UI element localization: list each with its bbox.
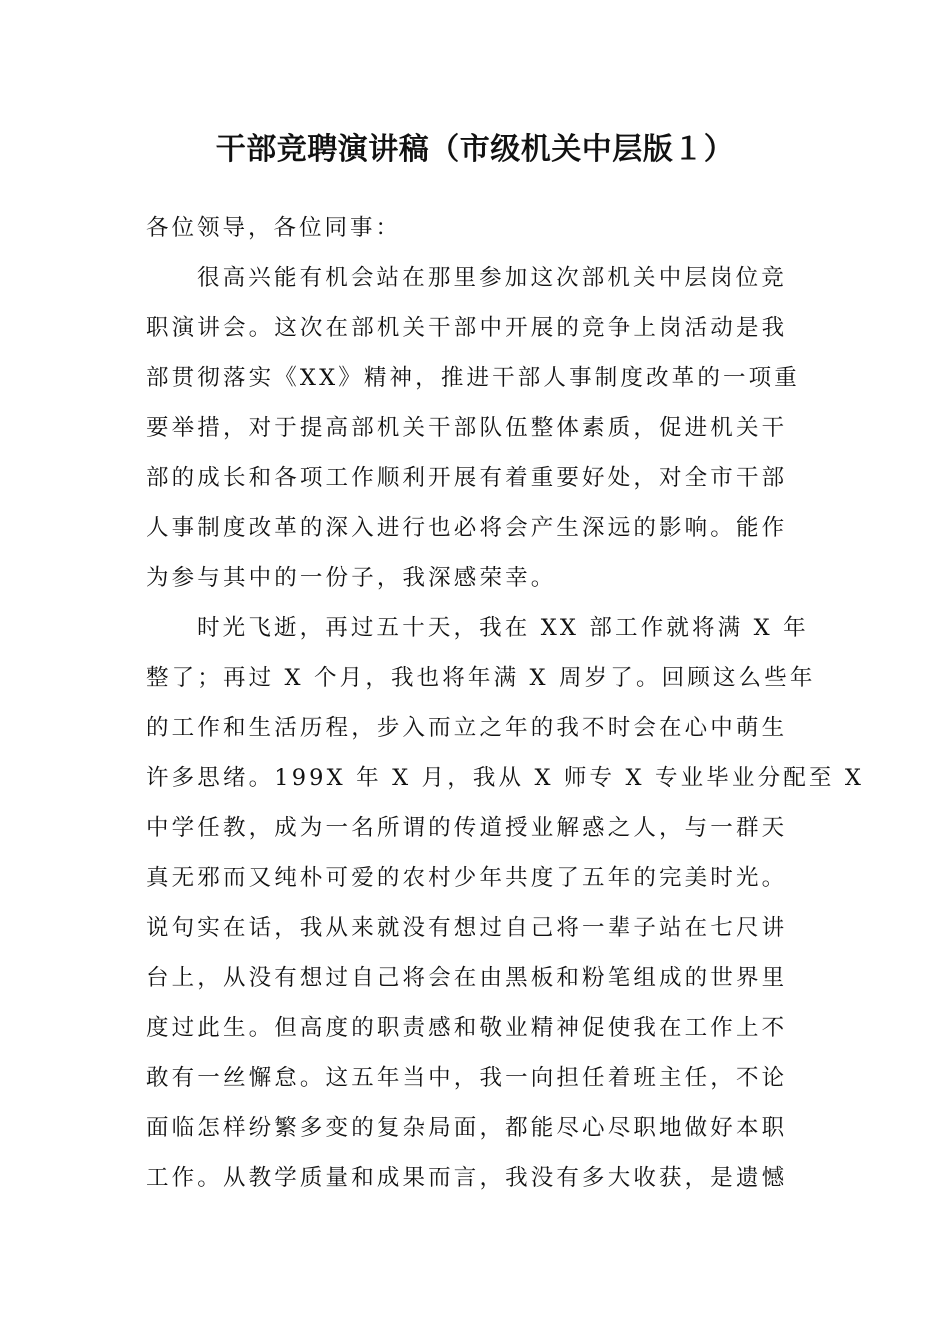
paragraph-line: 部贯彻落实《XX》精神，推进干部人事制度改革的一项重 [146, 365, 800, 391]
paragraph-line: 时光飞逝，再过五十天，我在 XX 部工作就将满 X 年 [197, 615, 809, 641]
document-title: 干部竞聘演讲稿（市级机关中层版１） [215, 132, 735, 167]
paragraph-line: 的工作和生活历程，步入而立之年的我不时会在心中萌生 [146, 715, 788, 741]
paragraph-line: 真无邪而又纯朴可爱的农村少年共度了五年的完美时光。 [146, 865, 788, 891]
paragraph-line: 台上，从没有想过自己将会在由黑板和粉笔组成的世界里 [146, 965, 788, 991]
paragraph-line: 许多思绪。199X 年 X 月，我从 X 师专 X 专业毕业分配至 X [146, 765, 865, 791]
body-text [146, 258, 865, 1208]
paragraph-line: 面临怎样纷繁多变的复杂局面，都能尽心尽职地做好本职 [146, 1115, 788, 1141]
paragraph-line: 度过此生。但高度的职责感和敬业精神促使我在工作上不 [146, 1015, 788, 1041]
paragraph-line: 工作。从教学质量和成果而言，我没有多大收获，是遗憾 [146, 1165, 788, 1191]
paragraph-line: 敢有一丝懈怠。这五年当中，我一向担任着班主任，不论 [146, 1065, 788, 1091]
paragraph-line: 职演讲会。这次在部机关干部中开展的竞争上岗活动是我 [146, 315, 788, 341]
paragraph-line: 要举措，对于提高部机关干部队伍整体素质，促进机关干 [146, 415, 788, 441]
paragraph-line: 整了；再过 X 个月，我也将年满 X 周岁了。回顾这么些年 [146, 665, 816, 691]
greeting-line: 各位领导，各位同事： [146, 215, 402, 241]
paragraph-line: 人事制度改革的深入进行也必将会产生深远的影响。能作 [146, 515, 788, 541]
paragraph-line: 为参与其中的一份子，我深感荣幸。 [146, 565, 557, 591]
paragraph-line: 部的成长和各项工作顺利开展有着重要好处，对全市干部 [146, 465, 788, 491]
paragraph-line: 说句实在话，我从来就没有想过自己将一辈子站在七尺讲 [146, 915, 788, 941]
paragraph-line: 很高兴能有机会站在那里参加这次部机关中层岗位竞 [197, 265, 787, 291]
paragraph-line: 中学任教，成为一名所谓的传道授业解惑之人，与一群天 [146, 815, 788, 841]
